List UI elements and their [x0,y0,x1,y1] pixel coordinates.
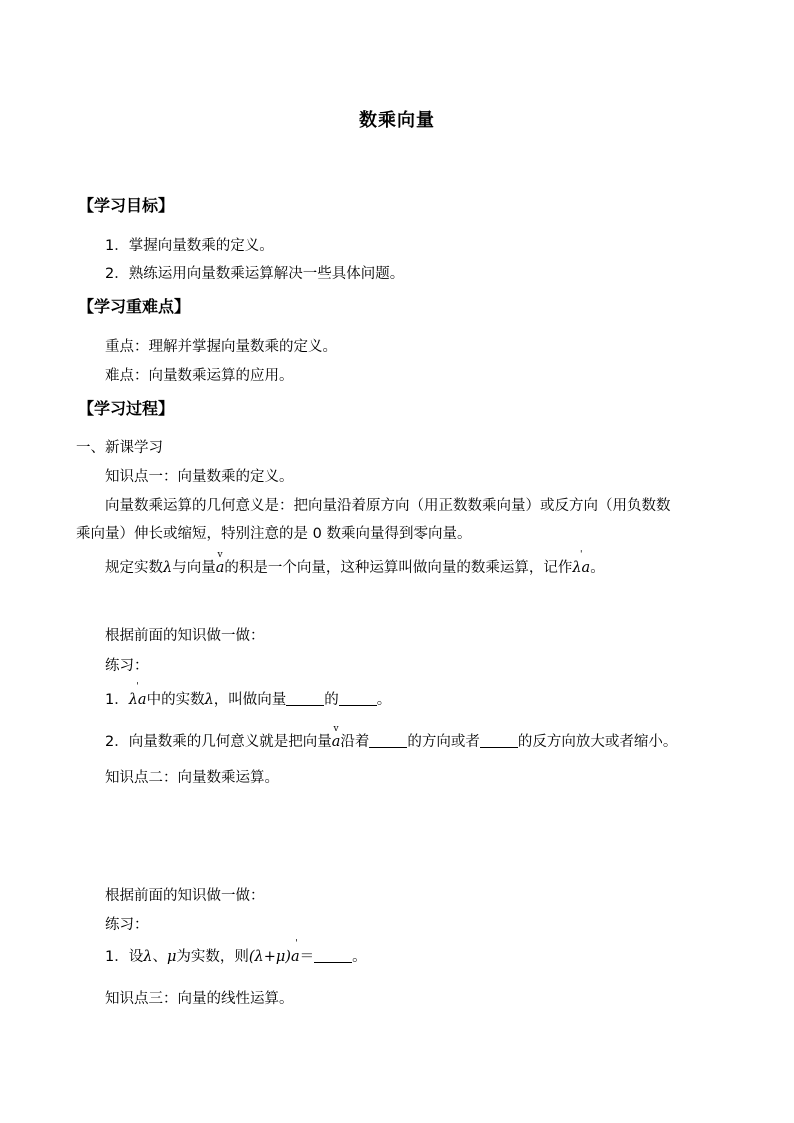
section-objectives-heading: 【学习目标】 [78,196,175,215]
vector-mark: ' [580,550,583,560]
definition-text-d: 。 [590,560,605,576]
definition-text-a: 规定实数 [105,560,163,576]
definition-text-c: 的积是一个向量，这种运算叫做向量的数乘运算，记作 [224,560,573,576]
objective-item-1: 1．掌握向量数乘的定义。 [105,238,274,254]
practice-label-2: 练习： [105,917,149,933]
vector-mark: ' [295,939,298,949]
vector-mark: v [217,550,223,560]
lambda-symbol: λ [204,692,214,708]
practice-question-2: 2．向量数乘的几何意义就是把向量 v a沿着 的方向或者 的反方向放大或者缩小。 [105,724,678,750]
lambda-a-symbol: ' λa [572,550,591,576]
mu-symbol: μ [166,949,177,965]
lambda-symbol: λ [143,949,153,965]
practice-label-1: 练习： [105,658,149,674]
section-difficulty-heading: 【学习重难点】 [78,297,191,316]
key-point-text: 重点：理解并掌握向量数乘的定义。 [105,339,337,355]
sum-expression: ' (λ+μ)a [248,939,300,965]
lambda-a-symbol: ' λa [128,682,147,708]
practice-question-3: 1．设λ、μ为实数，则 ' (λ+μ)a＝ 。 [105,939,367,965]
hard-point-text: 难点：向量数乘运算的应用。 [105,368,294,384]
try-it-prompt-2: 根据前面的知识做一做： [105,888,265,904]
part-heading-new-learning: 一、新课学习 [76,440,163,456]
objective-item-2: 2．熟练运用向量数乘运算解决一些具体问题。 [105,266,405,282]
knowledge-point-2-title: 知识点二：向量数乘运算。 [105,770,279,786]
kp1-definition-line [105,550,605,577]
answer-blank[interactable] [480,733,518,748]
try-it-prompt-1: 根据前面的知识做一做： [105,628,265,644]
page-title: 数乘向量 [359,110,435,131]
section-process-heading: 【学习过程】 [78,399,175,418]
answer-blank[interactable] [286,691,324,706]
knowledge-point-1-title: 知识点一：向量数乘的定义。 [105,469,294,485]
answer-blank[interactable] [369,733,407,748]
vector-a-symbol: v a [215,550,225,576]
vector-mark: ' [136,682,139,692]
knowledge-point-3-title: 知识点三：向量的线性运算。 [105,991,294,1007]
kp1-paragraph-line-2: 乘向量）伸长或缩短，特别注意的是 0 数乘向量得到零向量。 [76,526,472,542]
vector-mark: v [333,724,339,734]
answer-blank[interactable] [314,948,352,963]
lambda-symbol: λ [163,560,173,576]
vector-a-symbol: v a [331,724,341,750]
definition-text-b: 与向量 [172,560,216,576]
practice-question-1: 1． ' λa中的实数λ，叫做向量 的 。 [105,682,392,708]
answer-blank[interactable] [339,691,377,706]
kp1-paragraph-line-1: 向量数乘运算的几何意义是：把向量沿着原方向（用正数数乘向量）或反方向（用负数数 [105,498,671,514]
